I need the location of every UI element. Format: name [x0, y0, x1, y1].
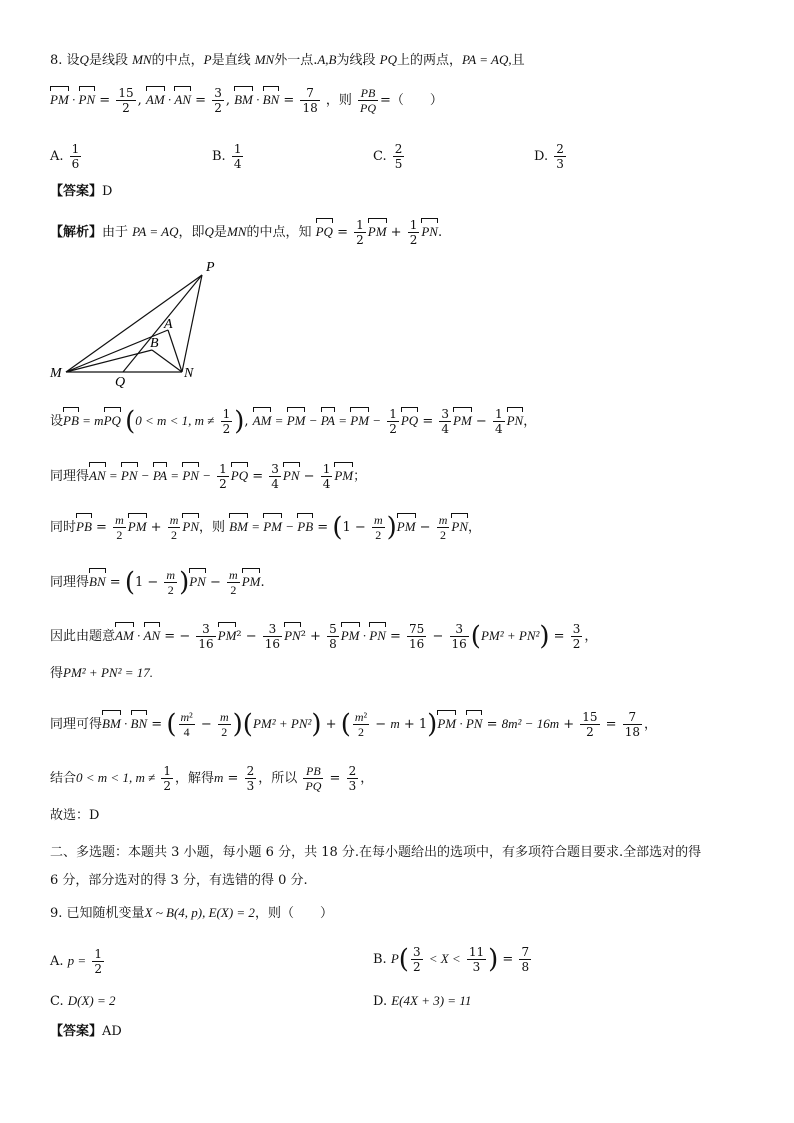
label-Q: Q [115, 375, 126, 390]
q9-answer: 【答案】AD [50, 1024, 122, 1039]
analysis-step3: 同时PB = $\frac{m}{2}$ PM + $\frac{m}{2}$ PN，则 BM = PM − PB = (1 − $\frac{m}{2}$ )PM − $\frac{m}{2}$ PN， [50, 512, 482, 543]
label-M: M [50, 366, 62, 381]
section2-line2: 6 分，部分选对的得 3 分，有选错的得 0 分. [50, 873, 308, 888]
label-B: B [150, 336, 159, 351]
analysis-step2: 同理得AN = PN − PA = PN − $\frac{1}{2}$ PQ = $\frac{3}{4}$ PN − $\frac{1}{4}$ PM； [50, 462, 367, 491]
analysis-step1: 设PB = mPQ (0 < m < 1, m ≠ $\frac{1}{2}$ ), AM = PM − PA = PM − $\frac{1}{2}$ PQ = $\frac{3}{4}$ PM − $\frac{1}{4}$ PN， [50, 406, 537, 437]
label-A: A [164, 317, 173, 332]
q9-option-d: D. E(4X + 3) = 11 [373, 993, 472, 1009]
segment-MP [66, 275, 202, 372]
q8-choose: 故选：D [50, 808, 100, 823]
q8-answer: 【答案】D [50, 184, 113, 199]
q9-stem: 9. 已知随机变量X ~ B(4, p), E(X) = 2，则（ ） [50, 905, 333, 921]
segment-BN [152, 350, 182, 372]
q8-analysis-intro: 【解析】由于 PA = AQ，即Q是MN的中点，知 PQ = $\frac{1}{2}$ PM + $\frac{1}{2}$ PN. [50, 218, 443, 247]
triangle-figure [48, 258, 218, 390]
q9-option-b: B. P( $\frac{3}{2}$ < X < $\frac{11}{3}$ ) = $\frac{7}{8}$ [373, 944, 530, 975]
q8-option-a: A. $\frac{1}{6}$ [50, 142, 80, 171]
analysis-step6: 得PM² + PN² = 17. [50, 665, 153, 681]
analysis-step5: 因此由题意AM · AN = − $\frac{3}{16}$ PM² − $\frac{3}{16}$ PN² + $\frac{5}{8}$ PM · PN = $\frac{75}{16}$ − $\frac{3}{16}$ (PM² + PN²) = $\frac{3}{2}$ ， [50, 621, 598, 652]
q8-option-b: B. $\frac{1}{4}$ [212, 142, 242, 171]
label-P: P [206, 260, 215, 275]
label-N: N [184, 366, 194, 381]
segment-PN [182, 275, 202, 372]
q8-stem-line2: PM · PN = $\frac{15}{2}$ , AM · AN = $\frac{3}{2}$ , BM · BN = $\frac{7}{18}$ ，则 $\frac{PB}{PQ}$ =（ ） [50, 86, 443, 115]
q8-option-c: C. $\frac{2}{5}$ [373, 142, 403, 171]
q8-stem-line1: 8. 设Q是线段 MN的中点，P是直线 MN外一点.A,B为线段 PQ上的两点，PA = AQ,且 [50, 52, 525, 68]
segment-MB [66, 350, 152, 372]
segment-AN [168, 330, 182, 372]
analysis-step7: 同理可得BM · BN = ( $\frac{\text{m²}}{4}$ − $\frac{m}{2}$ )(PM² + PN²) + ( $\frac{\text{m²}}{2}$ − m + 1)PM · PN = 8m² − 16m + $\frac{15}{2}$ = $\frac{7}{18}$ ， [50, 709, 658, 740]
analysis-step4: 同理得BN = (1 − $\frac{m}{2}$ )PN − $\frac{m}{2}$ PM. [50, 567, 265, 598]
section2-line1: 二、多选题：本题共 3 小题，每小题 6 分，共 18 分.在每小题给出的选项中，有多项符合题目要求.全部选对的得 [50, 845, 702, 860]
q8-option-d: D. $\frac{2}{3}$ [534, 142, 564, 171]
q9-option-a: A. p = $\frac{1}{2}$ [50, 947, 102, 976]
analysis-step8: 结合0 < m < 1, m ≠ $\frac{1}{2}$ ，解得m = $\frac{2}{3}$ ，所以 $\frac{PB}{PQ}$ = $\frac{2}{3}$ ， [50, 764, 374, 793]
q9-option-c: C. D(X) = 2 [50, 993, 116, 1009]
